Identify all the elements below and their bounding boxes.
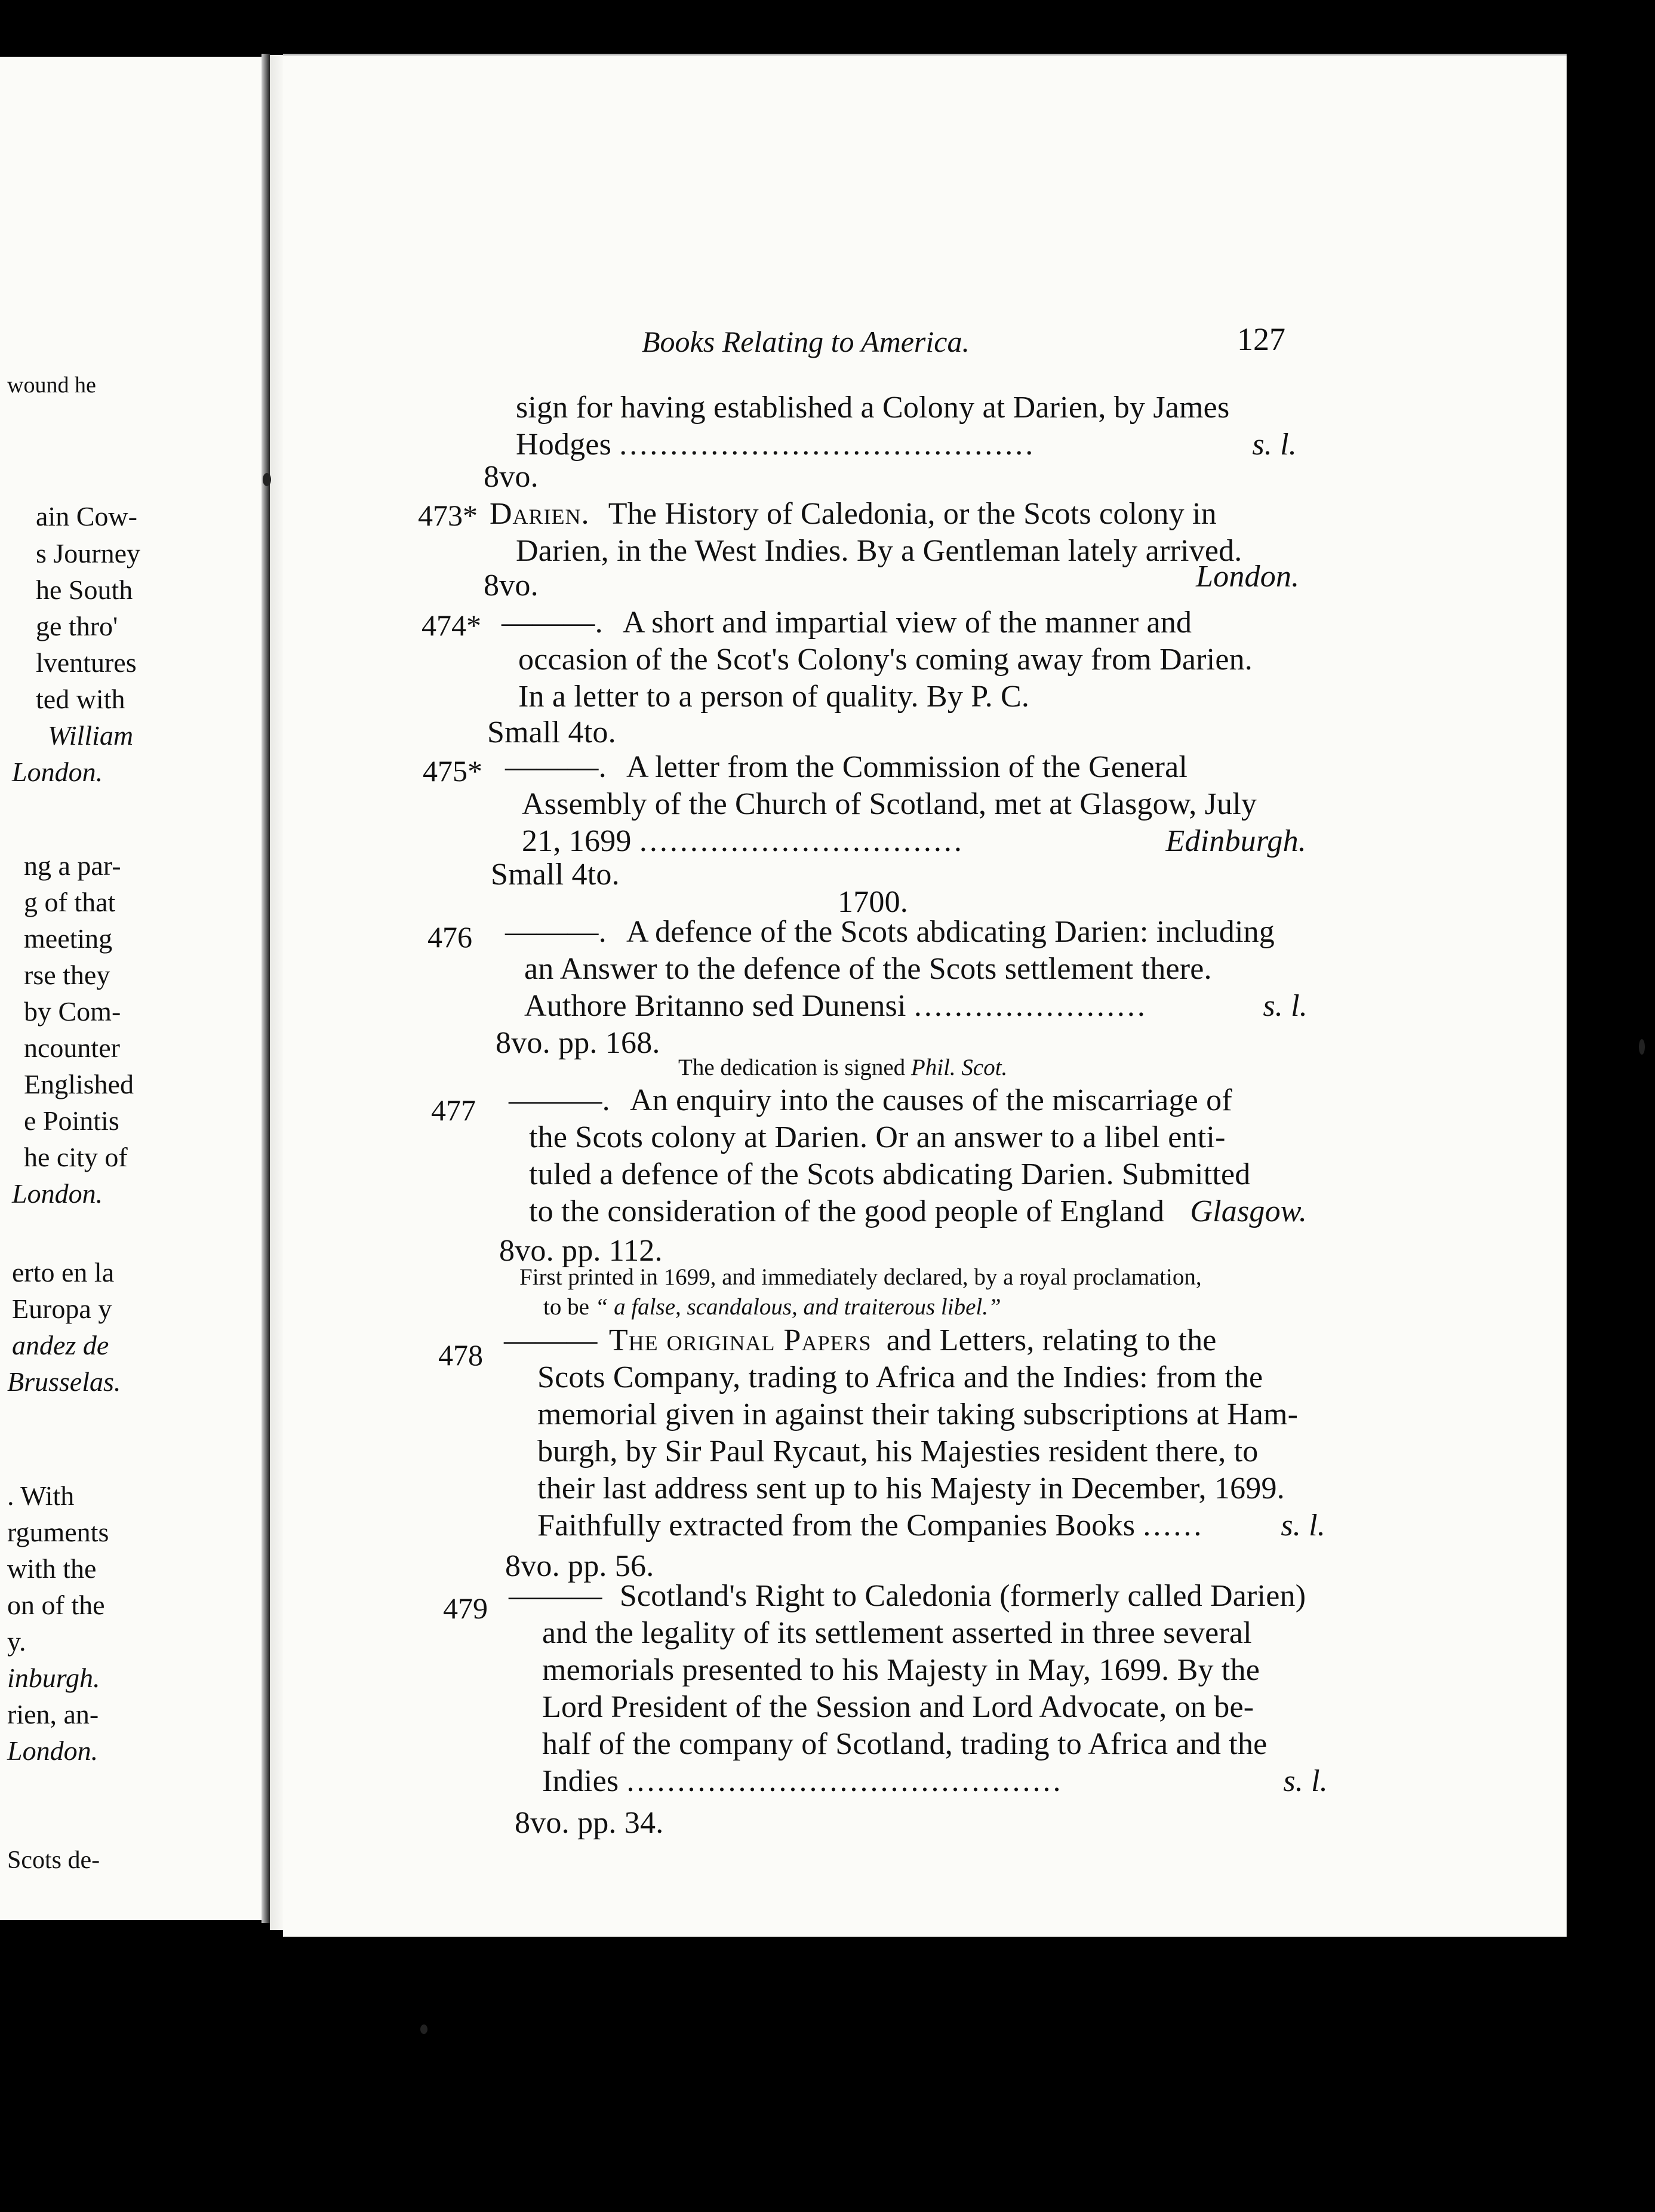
entry-text-line: Scots Company, trading to Africa and the Indies: from the [537, 1360, 1263, 1394]
format-line: Small 4to. [487, 715, 616, 749]
entry-text-line: In a letter to a person of quality. By P. C. [518, 680, 1030, 714]
left-page-line: y. [7, 1626, 26, 1657]
entry-title-smallcaps: The original Papers [608, 1323, 872, 1357]
left-page-line: ain Cow- [36, 501, 137, 532]
entry-number: 474* [422, 609, 481, 642]
running-title: Books Relating to America. [642, 325, 970, 358]
entry-text-line: Darien, in the West Indies. By a Gentleman lately arrived. [516, 534, 1242, 568]
format-line: 8vo. [484, 460, 539, 494]
entry-title: An enquiry into the causes of the miscarriage of [630, 1083, 1232, 1117]
entry-title-end: Faithfully extracted from the Companies Books [537, 1509, 1136, 1543]
left-page-line: rguments [7, 1517, 109, 1547]
entry-number: 473* [418, 499, 478, 532]
entry-text-line: memorials presented to his Majesty in May, 1699. By the [542, 1653, 1260, 1687]
entry-text-line: occasion of the Scot's Colony's coming away from Darien. [518, 643, 1253, 677]
entry-text-line: Lord President of the Session and Lord Advocate, on be- [542, 1690, 1254, 1724]
entry-title-end: Indies [542, 1764, 619, 1798]
left-page [0, 57, 262, 1920]
left-page-line: Englished [24, 1069, 134, 1099]
entry-text-line: Hodges ......................................... s. l. [516, 426, 1297, 463]
left-page-line: andez de [12, 1330, 109, 1360]
left-page-line: meeting [24, 923, 113, 954]
left-page-line: ge thro' [36, 611, 118, 641]
spine [270, 55, 283, 1930]
entry-text-line: half of the company of Scotland, trading to Africa and the [542, 1727, 1268, 1761]
entry-title: The History of Caledonia, or the Scots colony in [608, 497, 1217, 531]
entry-text-line [502, 604, 1192, 641]
entry-text-line [505, 914, 1275, 951]
left-page-line: by Com- [24, 996, 121, 1027]
left-page-line: rien, an- [7, 1699, 99, 1729]
bibliographic-note [678, 1054, 1007, 1081]
left-page-line: e Pointis [24, 1105, 119, 1136]
entry-text-line: Faithfully extracted from the Companies Books ...... s. l. [537, 1507, 1325, 1544]
page-gutter-shadow [262, 54, 270, 1923]
entry-text-line [505, 749, 1188, 786]
imprint-place: Glasgow. [1190, 1194, 1308, 1228]
entry-author: Darien. [490, 497, 590, 531]
bibliographic-note [543, 1294, 1001, 1320]
imprint-place: s. l. [1252, 428, 1297, 462]
entry-text-line: burgh, by Sir Paul Rycaut, his Majesties resident there, to [537, 1434, 1259, 1468]
format-line: 8vo. [484, 569, 539, 603]
left-page-line: London. [7, 1735, 99, 1766]
entry-text-line [490, 496, 1217, 533]
left-page-line: ted with [36, 684, 125, 714]
entry-title: A defence of the Scots abdicating Darien: including [626, 915, 1275, 949]
entry-title-end: to the consideration of the good people of England [529, 1194, 1165, 1228]
ditto-dash: ——— [509, 1579, 602, 1613]
left-page-line: he city of [24, 1142, 128, 1172]
entry-text-line: Authore Britanno sed Dunensi ....................... s. l. [524, 988, 1308, 1025]
left-page-line: on of the [7, 1590, 105, 1620]
entry-title-end: Hodges [516, 428, 612, 462]
note-name: Phil. Scot. [910, 1055, 1008, 1080]
ditto-dash: ———. [505, 750, 607, 784]
entry-title: A short and impartial view of the manner and [623, 606, 1192, 640]
left-page-line: ng a par- [24, 850, 121, 881]
entry-number: 477 [431, 1093, 476, 1127]
left-page-line: he South [36, 574, 133, 605]
entry-date: 21, 1699 [522, 824, 632, 858]
entry-title: and Letters, relating to the [886, 1323, 1217, 1357]
left-page-line: with the [7, 1553, 97, 1584]
entry-text-line [509, 1082, 1232, 1119]
scan-speck [263, 473, 271, 486]
format-line: Small 4to. [491, 858, 620, 892]
entry-number: 479 [443, 1592, 488, 1625]
imprint-place: London. [1196, 560, 1300, 594]
entry-number: 478 [438, 1338, 483, 1372]
entry-text-line: 21, 1699 ................................ Edinburgh. [522, 823, 1306, 860]
entry-title: Scotland's Right to Caledonia (formerly called Darien) [619, 1579, 1306, 1613]
entry-text-line: the Scots colony at Darien. Or an answer to a libel enti- [529, 1120, 1226, 1154]
scan-speck [1639, 1039, 1645, 1055]
ditto-dash: ———. [502, 606, 603, 640]
entry-text-line: Assembly of the Church of Scotland, met at Glasgow, July [522, 787, 1257, 821]
entry-text-line: an Answer to the defence of the Scots settlement there. [524, 952, 1212, 986]
entry-text-line: their last address sent up to his Majesty in December, 1699. [537, 1471, 1285, 1506]
imprint-place: Edinburgh. [1165, 824, 1306, 858]
left-page-line: William [48, 720, 134, 751]
left-page-line: lventures [36, 647, 137, 678]
ditto-dash: ——— [504, 1323, 598, 1357]
entry-text-line: and the legality of its settlement asserted in three several [542, 1616, 1252, 1650]
left-page-line: London. [12, 1178, 103, 1209]
left-page-line: Brusselas. [7, 1366, 121, 1397]
left-page-line: Europa y [12, 1294, 112, 1324]
entry-text-line: tuled a defence of the Scots abdicating Darien. Submitted [529, 1157, 1251, 1191]
note-text: to be [543, 1294, 589, 1320]
entry-text-line: memorial given in against their taking subscriptions at Ham- [537, 1397, 1299, 1431]
format-line: 8vo. pp. 56. [505, 1549, 654, 1583]
format-line: 8vo. pp. 112. [499, 1234, 663, 1268]
left-page-line: . With [7, 1480, 75, 1511]
entry-text-line [504, 1322, 1217, 1359]
left-page-line: g of that [24, 887, 116, 917]
bibliographic-note: First printed in 1699, and immediately declared, by a royal proclamation, [519, 1264, 1202, 1290]
imprint-place: s. l. [1281, 1509, 1325, 1543]
year-heading: 1700. [838, 885, 908, 919]
left-page-line: London. [12, 757, 103, 787]
entry-text-line: sign for having established a Colony at Darien, by James [516, 391, 1230, 425]
imprint-place: s. l. [1263, 989, 1308, 1023]
left-page-line: s Journey [36, 538, 141, 569]
format-line: 8vo. pp. 34. [515, 1806, 664, 1840]
left-page-line: erto en la [12, 1257, 115, 1288]
entry-text-line [529, 1193, 1307, 1230]
ditto-dash: ———. [505, 915, 607, 949]
left-page-line: ncounter [24, 1033, 120, 1063]
entry-number: 476 [427, 920, 472, 954]
page-number: 127 [1237, 321, 1285, 357]
note-text: The dedication is signed [678, 1055, 906, 1080]
entry-text-line: Indies ........................................... s. l. [542, 1763, 1328, 1800]
note-quote: “ a false, scandalous, and traiterous libel.” [595, 1294, 1001, 1320]
left-page-line: wound he [7, 373, 96, 398]
left-page-line: inburgh. [7, 1663, 100, 1693]
entry-number: 475* [423, 754, 482, 788]
entry-text-line [509, 1578, 1306, 1615]
ditto-dash: ———. [509, 1083, 610, 1117]
format-line: 8vo. pp. 168. [496, 1026, 660, 1060]
scan-speck [420, 2024, 427, 2034]
entry-title-end: Authore Britanno sed Dunensi [524, 989, 906, 1023]
left-page-line: rse they [24, 960, 110, 990]
imprint-place: s. l. [1283, 1764, 1328, 1798]
entry-title: A letter from the Commission of the General [626, 750, 1188, 784]
left-page-line: Scots de- [7, 1847, 100, 1874]
